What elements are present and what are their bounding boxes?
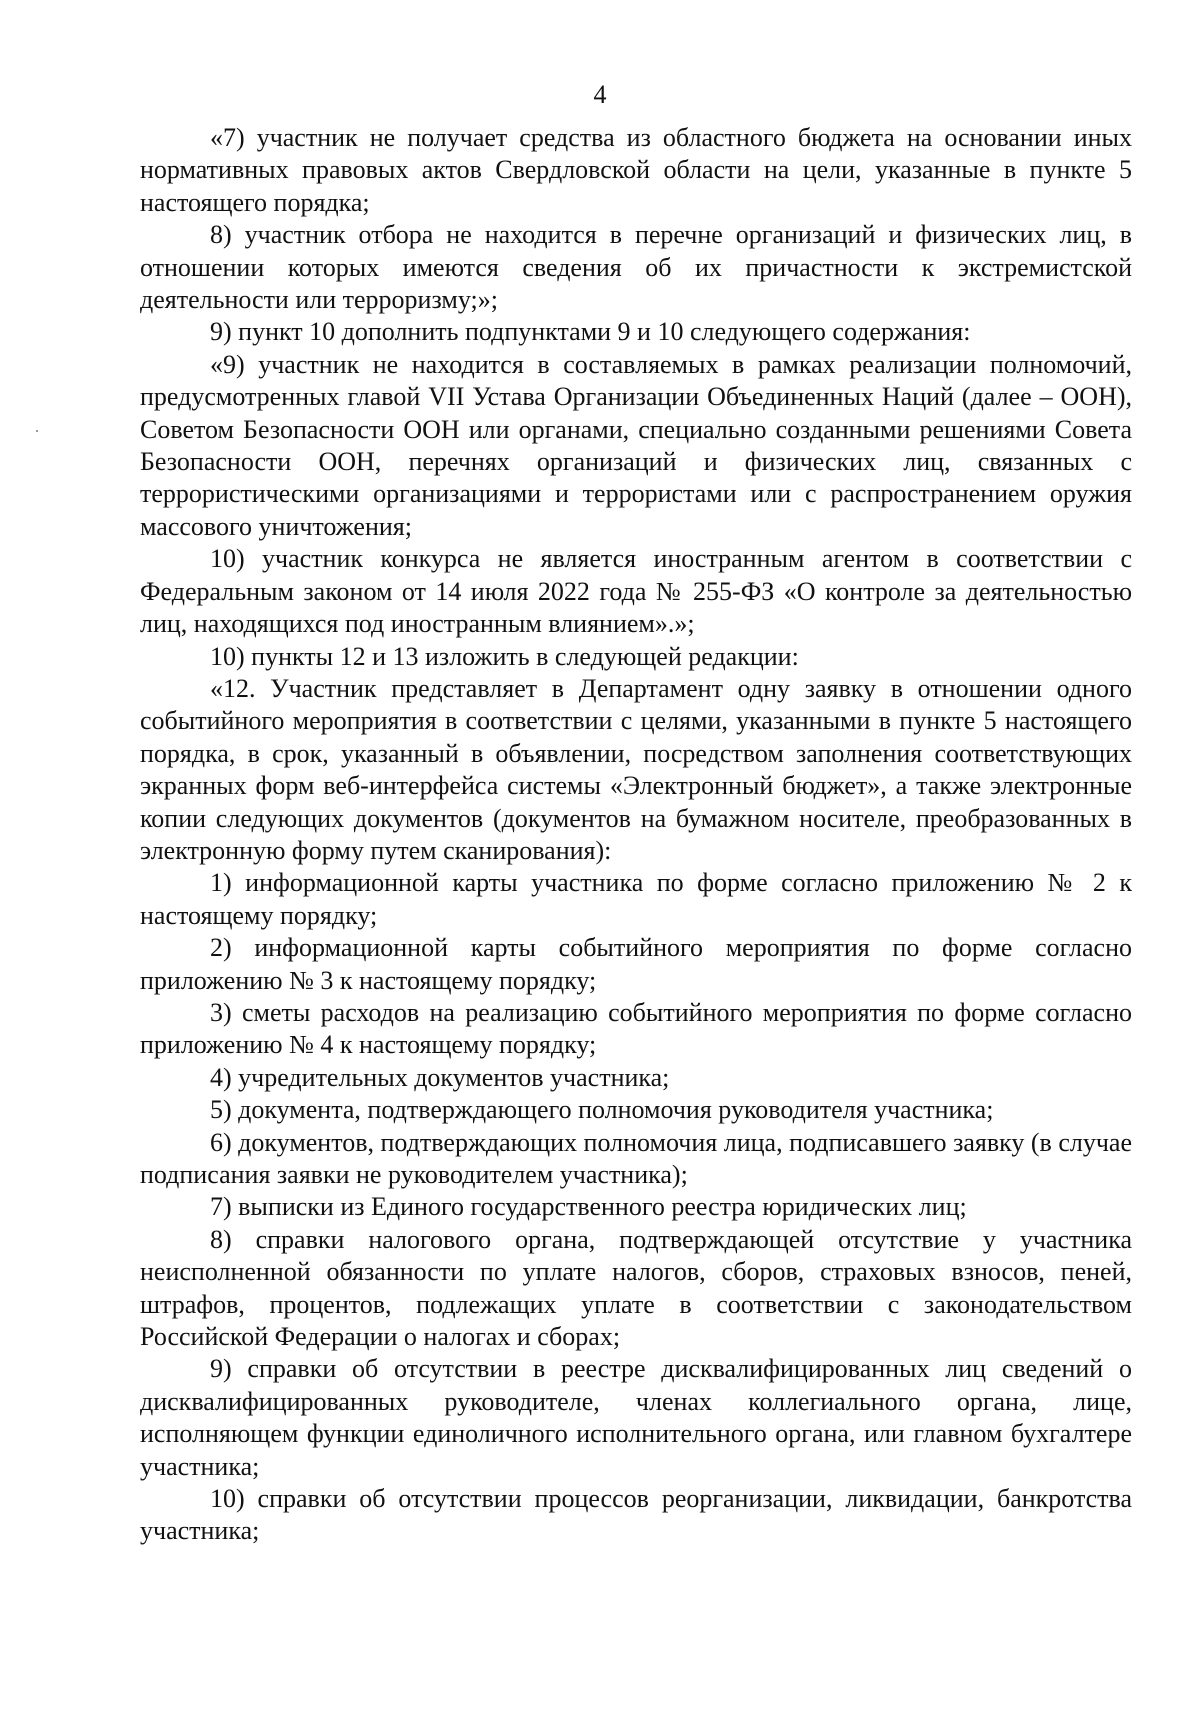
list-item-1-participant-card: 1) информационной карты участника по форме согласно приложению № 2 к настоящему порядку; — [140, 868, 1132, 930]
page-number: 4 — [593, 80, 607, 109]
list-item-2-event-card: 2) информационной карты событийного мероприятия по форме согласно приложению № 3 к настоящему порядку; — [140, 933, 1132, 995]
list-item-5-head-authority: 5) документа, подтверждающего полномочия руководителя участника; — [210, 1095, 994, 1125]
scan-speck — [36, 430, 38, 432]
paragraph-item-9-un-lists: «9) участник не находится в составляемых в рамках реализации полномочий, предусмотренных главой VII Устава Организации Объединенных Наций (далее – ООН), Советом Безопасности ООН или органами, специально созданными решениями Совета Безопасности ООН, перечнях организаций и физических лиц, связанных с террористическими организациями и террористами или с распространением оружия массового уничтожения; — [140, 349, 1132, 541]
list-item-4-founding-documents: 4) учредительных документов участника; — [210, 1062, 670, 1092]
list-item-7-register-extract: 7) выписки из Единого государственного реестра юридических лиц; — [210, 1192, 967, 1222]
list-item-9-disqualification-certificate: 9) справки об отсутствии в реестре дисквалифицированных лиц сведений о дисквалифицированных руководителе, членах коллегиального органа, лице, исполняющем функции единоличного исполнительного органа, или главном бухгалтере участника; — [140, 1354, 1132, 1481]
list-item-6-signer-authority: 6) документов, подтверждающих полномочия лица, подписавшего заявку (в случае подписания заявки не руководителем участника); — [140, 1127, 1132, 1189]
list-item-3-cost-estimate: 3) сметы расходов на реализацию событийного мероприятия по форме согласно приложению № 4 к настоящему порядку; — [140, 997, 1132, 1060]
paragraph-item-8-extremism: 8) участник отбора не находится в перечне организаций и физических лиц, в отношении которых имеются сведения об их причастности к экстремистской деятельности или терроризму;»; — [140, 220, 1132, 315]
paragraph-point-12-application: «12. Участник представляет в Департамент одну заявку в отношении одного событийного мероприятия в соответствии с целями, указанными в пункте 5 настоящего порядка, в срок, указанный в объявлении, посредством заполнения соответствующих экранных форм веб-интерфейса системы «Электронный бюджет», а также электронные копии следующих документов (документов на бумажном носителе, преобразованных в электронную форму путем сканирования): — [140, 673, 1132, 865]
paragraph-item-10-foreign-agent: 10) участник конкурса не является иностранным агентом в соответствии с Федеральным законом от 14 июля 2022 года № 255-ФЗ «О контроле за деятельностью лиц, находящихся под иностранным влиянием».»; — [140, 544, 1132, 639]
list-item-10-reorganization-certificate: 10) справки об отсутствии процессов реорганизации, ликвидации, банкротства участника; — [140, 1484, 1132, 1546]
paragraph-amend-point-10: 9) пункт 10 дополнить подпунктами 9 и 10 следующего содержания: — [210, 317, 971, 347]
paragraph-item-7-funding: «7) участник не получает средства из областного бюджета на основании иных нормативных правовых актов Свердловской области на цели, указанные в пункте 5 настоящего порядка; — [140, 123, 1132, 217]
paragraph-amend-points-12-13: 10) пункты 12 и 13 изложить в следующей редакции: — [210, 641, 799, 671]
document-body — [140, 122, 1132, 1548]
list-item-8-tax-certificate: 8) справки налогового органа, подтверждающей отсутствие у участника неисполненной обязанности по уплате налогов, сборов, страховых взносов, пеней, штрафов, процентов, подлежащих уплате в соответствии с законодательством Российской Федерации о налогах и сборах; — [140, 1224, 1132, 1352]
